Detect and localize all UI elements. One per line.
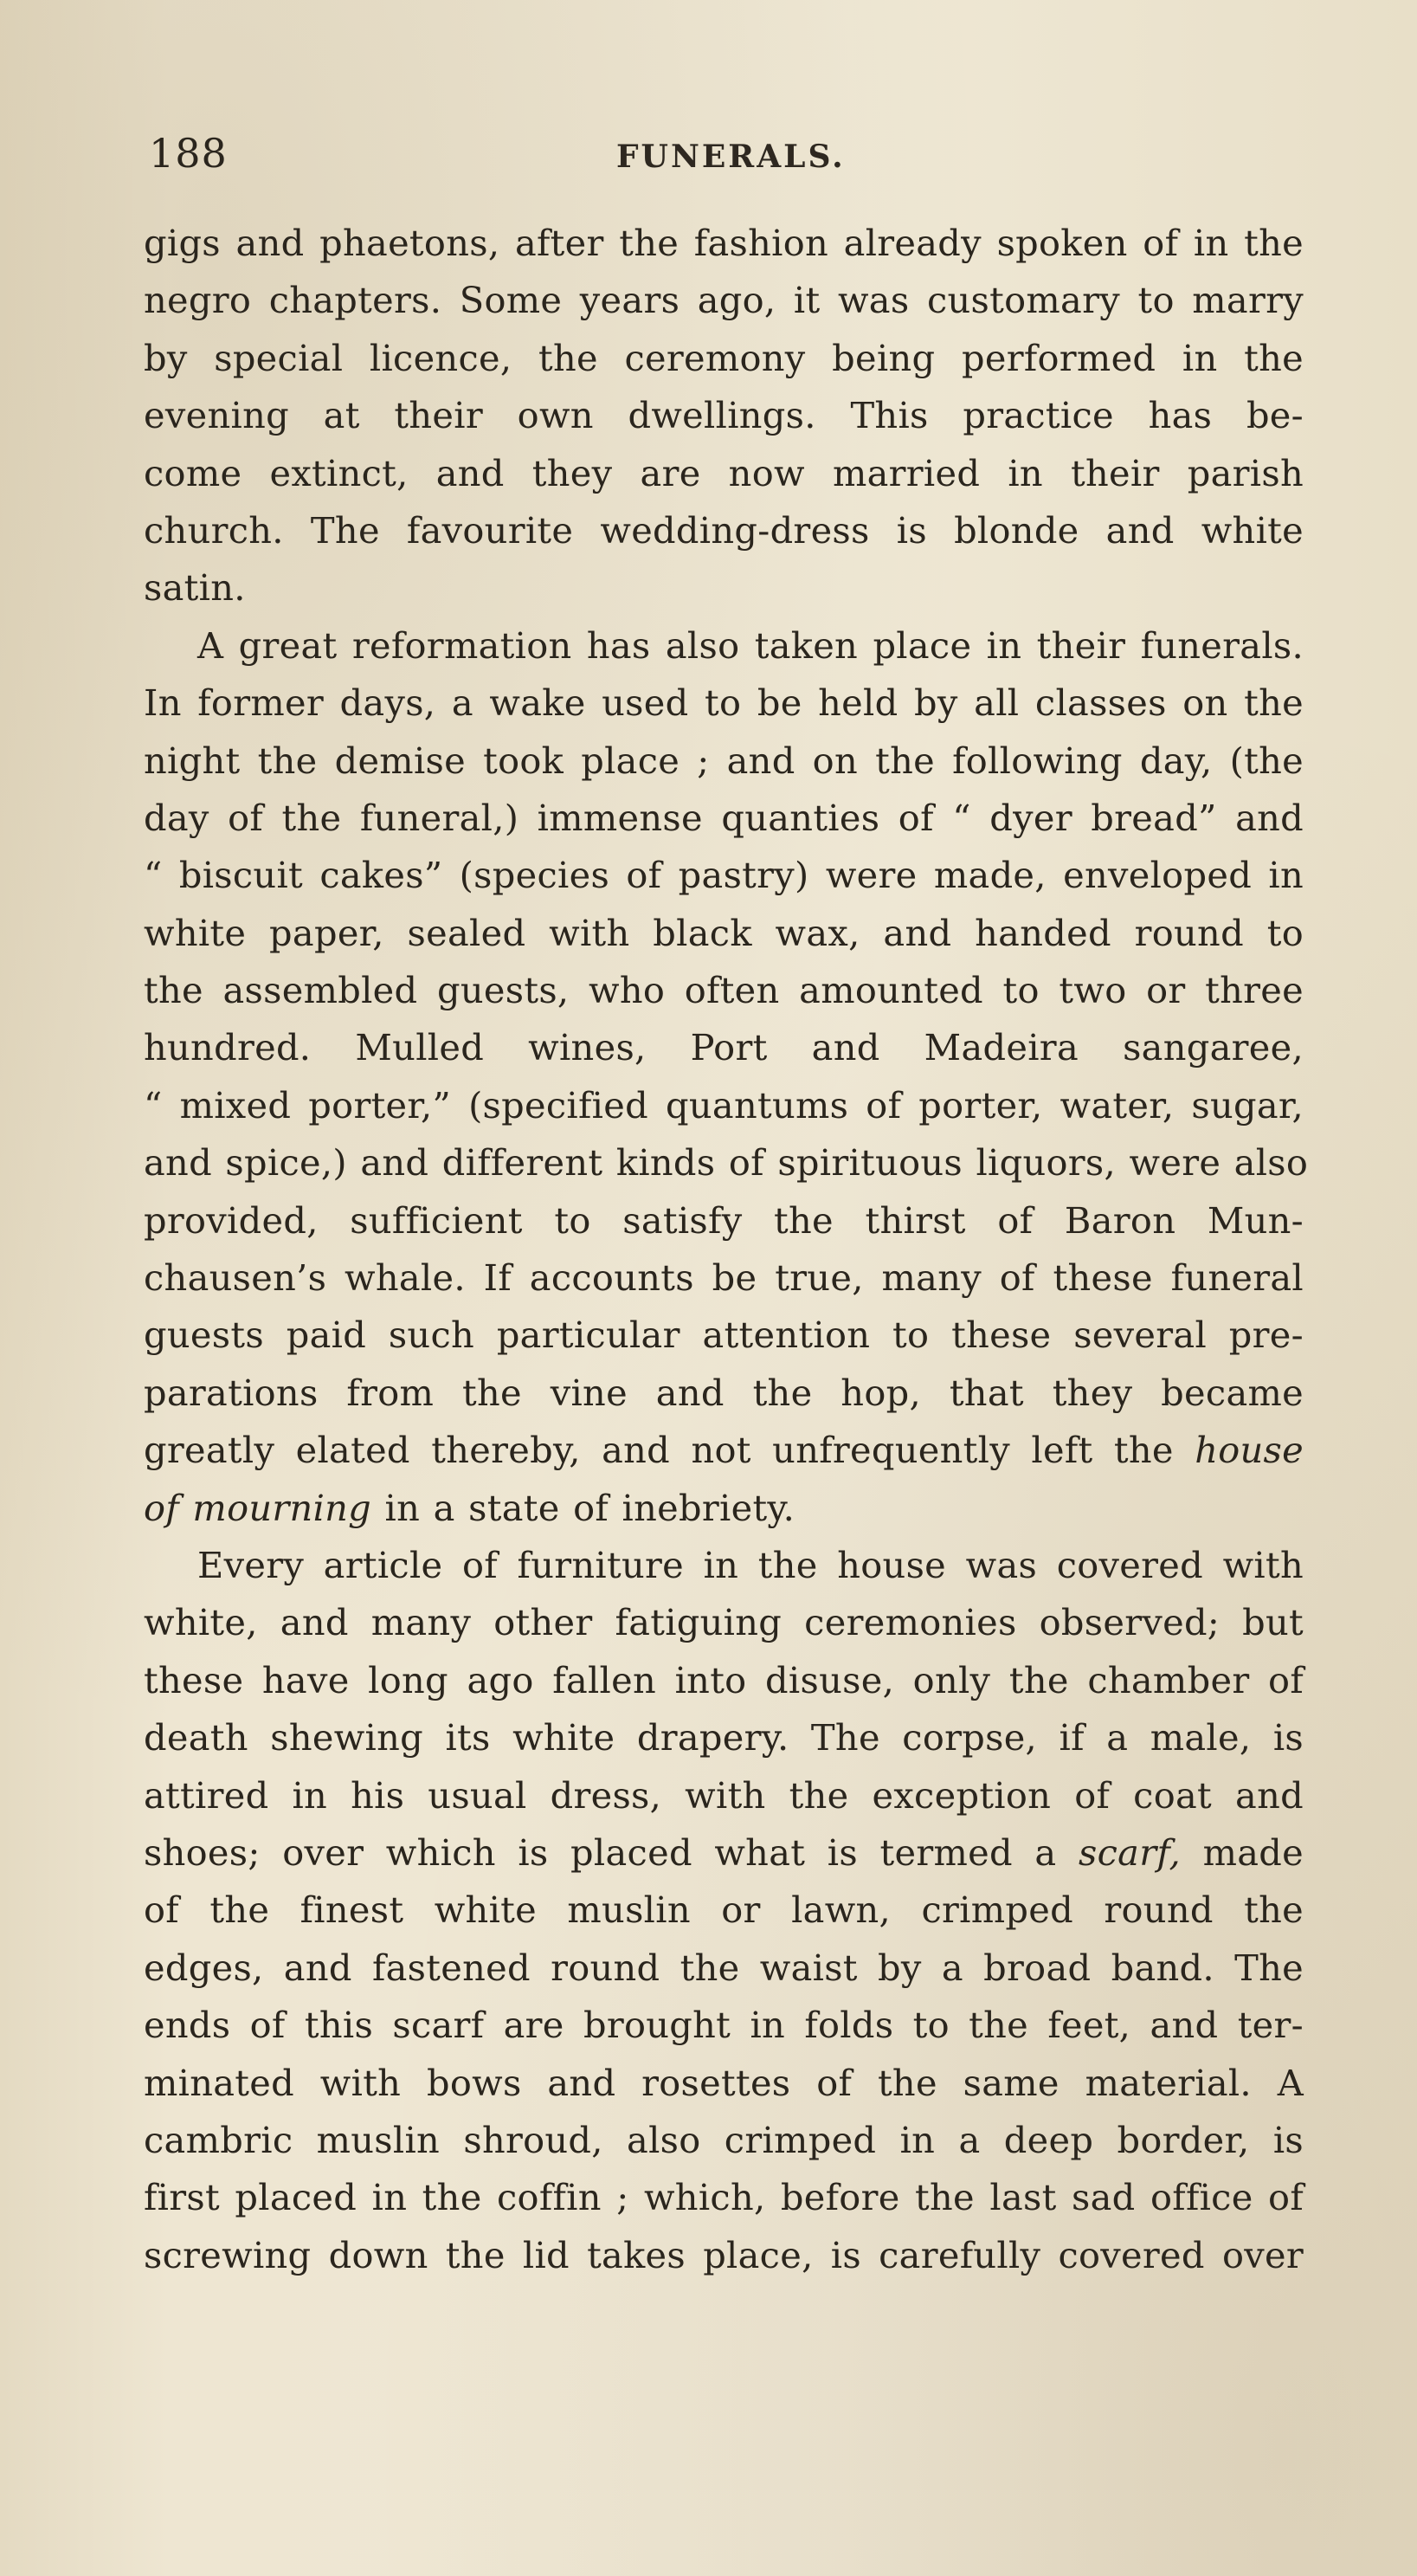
text-line <box>144 675 1304 732</box>
text-span: chausen’s whale. If accounts be true, many of these funeral <box>144 1256 1304 1300</box>
text-line <box>144 1709 1304 1766</box>
text-line <box>144 1134 1309 1191</box>
body-text <box>144 215 1309 2284</box>
text-span: white paper, sealed with black wax, and handed round to <box>144 911 1304 954</box>
text-span: edges, and fastened round the waist by a broad band. The <box>144 1946 1304 1989</box>
text-line <box>144 905 1304 962</box>
text-line <box>144 962 1304 1019</box>
text-line <box>144 1365 1304 1422</box>
page-header <box>149 130 1300 182</box>
text-line <box>144 2112 1304 2169</box>
text-span: screwing down the lid takes place, is carefully covered over <box>144 2233 1304 2276</box>
text-line <box>144 733 1304 790</box>
text-span: “ mixed porter,” (specified quantums of porter, water, sugar, <box>144 1083 1304 1127</box>
text-line <box>144 1077 1304 1134</box>
text-line <box>144 1767 1304 1824</box>
text-span: shoes; over which is placed what is termed a <box>144 1830 1057 1874</box>
text-line <box>144 445 1304 502</box>
text-line <box>144 1249 1304 1307</box>
text-line <box>144 1940 1304 1997</box>
text-span: day of the funeral,) immense quanties of “ dyer bread” and <box>144 796 1304 839</box>
text-line <box>144 502 1304 559</box>
text-span: Every article of furniture in the house was covered with <box>197 1543 1304 1586</box>
text-line <box>144 387 1304 444</box>
text-span: by special licence, the ceremony being performed in the <box>144 336 1304 379</box>
text-span: A great reformation has also taken place in their funerals. <box>197 623 1304 667</box>
text-span: the assembled guests, who often amounted to two or three <box>144 969 1304 1012</box>
text-span: greatly elated thereby, and not unfrequently left the <box>144 1429 1174 1472</box>
text-span: evening at their own dwellings. This practice has be- <box>144 394 1304 437</box>
italic-text: scarf, <box>1079 1830 1182 1874</box>
text-line <box>144 1422 1304 1479</box>
text-span: church. The favourite wedding-dress is blonde and white <box>144 508 1304 552</box>
text-span: minated with bows and rosettes of the same material. A <box>144 2061 1304 2104</box>
text-span: and spice,) and different kinds of spirituous liquors, were also <box>144 1141 1309 1185</box>
text-line <box>144 559 1304 617</box>
text-line <box>144 1307 1304 1364</box>
text-line <box>144 847 1304 904</box>
italic-text: house <box>1195 1429 1304 1472</box>
page-number: 188 <box>149 130 228 177</box>
text-span: first placed in the coffin ; which, before the last sad office of <box>144 2176 1304 2219</box>
running-head: FUNERALS. <box>616 139 846 175</box>
text-span: cambric muslin shroud, also crimped in a deep border, is <box>144 2118 1304 2161</box>
text-line <box>144 617 1304 675</box>
text-span: gigs and phaetons, after the fashion already spoken of in the <box>144 222 1304 264</box>
text-line <box>144 1882 1304 1939</box>
text-line <box>144 215 1304 272</box>
text-span: attired in his usual dress, with the exception of coat and <box>144 1773 1304 1817</box>
text-line <box>144 1824 1304 1882</box>
text-line <box>144 2055 1304 2112</box>
italic-text: of mourning <box>144 1486 372 1529</box>
text-line <box>144 1019 1304 1076</box>
text-span: in a state of inebriety. <box>371 1486 795 1529</box>
text-span: guests paid such particular attention to these several pre- <box>144 1314 1304 1357</box>
text-span: death shewing its white drapery. The corpse, if a male, is <box>144 1716 1304 1759</box>
text-line <box>144 790 1304 847</box>
text-line <box>144 1997 1304 2054</box>
text-span: negro chapters. Some years ago, it was customary to marry <box>144 279 1304 322</box>
text-line <box>144 1594 1304 1651</box>
text-line <box>144 1537 1304 1594</box>
text-span: come extinct, and they are now married in their parish <box>144 451 1304 494</box>
text-span: of the finest white muslin or lawn, crimped round the <box>144 1888 1304 1932</box>
text-line <box>144 2227 1304 2284</box>
text-span: parations from the vine and the hop, that they became <box>144 1371 1304 1414</box>
text-span: these have long ago fallen into disuse, only the chamber of <box>144 1658 1304 1701</box>
text-span: made <box>1181 1830 1304 1874</box>
text-line <box>144 1480 1304 1537</box>
text-line <box>144 330 1304 387</box>
text-span: “ biscuit cakes” (species of pastry) were made, enveloped in <box>144 854 1304 897</box>
text-line <box>144 2169 1304 2226</box>
text-span: In former days, a wake used to be held by all classes on the <box>144 681 1304 725</box>
text-span: provided, sufficient to satisfy the thirst of Baron Mun- <box>144 1198 1304 1242</box>
text-line <box>144 1192 1304 1249</box>
text-span: night the demise took place ; and on the following day, (the <box>144 739 1304 782</box>
text-span: satin. <box>144 566 246 610</box>
text-span: hundred. Mulled wines, Port and Madeira sangaree, <box>144 1026 1304 1069</box>
text-span: ends of this scarf are brought in folds to the feet, and ter- <box>144 2004 1304 2047</box>
text-span: white, and many other fatiguing ceremonies observed; but <box>144 1601 1304 1644</box>
text-line <box>144 1652 1304 1709</box>
text-line <box>144 272 1304 329</box>
